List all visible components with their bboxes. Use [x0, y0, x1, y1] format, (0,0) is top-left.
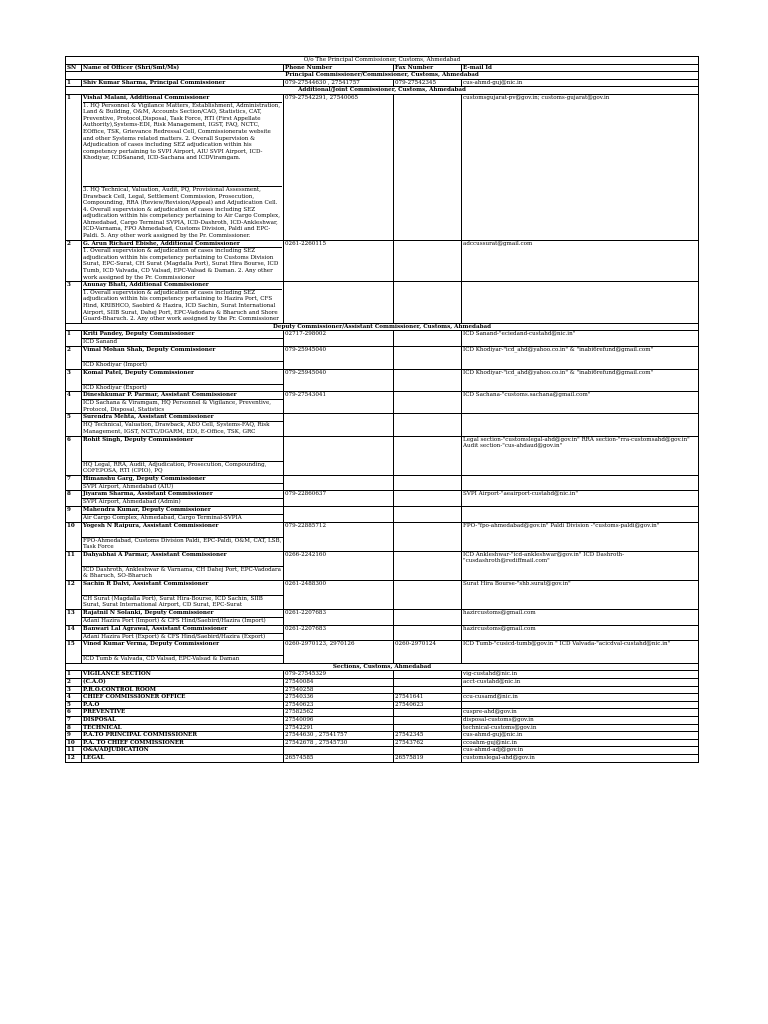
- fax-number: [394, 436, 462, 475]
- phone-number: [284, 506, 394, 522]
- officer-row: [66, 491, 699, 499]
- fax-number: [394, 679, 462, 687]
- phone-number: 079-27543041: [284, 392, 394, 414]
- fax-number: [394, 506, 462, 522]
- officer-name: Vishal Malani, Additional Commissioner: [83, 94, 210, 101]
- officer-row: [66, 240, 699, 282]
- jurisdiction-note: Air Cargo Complex, Ahmedabad, Cargo Terminal-SVPIA: [82, 514, 284, 522]
- fax-number: [394, 475, 462, 491]
- officer-name: Banwari Lal Agrawal, Assistant Commissioner: [82, 625, 284, 633]
- serial-number: 5: [66, 701, 82, 709]
- officer-name: Vimal Mohan Shah, Deputy Commissioner: [82, 346, 284, 361]
- fax-number: [394, 747, 462, 755]
- email-id: [462, 475, 699, 491]
- phone-number: 0261-2207683: [284, 610, 394, 626]
- email-id: ICD Sachana-"customs.sachana@gmail.com": [462, 392, 699, 414]
- phone-number: 27540623: [284, 701, 394, 709]
- officer-name: Kriti Pandey, Deputy Commissioner: [82, 331, 284, 339]
- header-phone: Phone Number: [284, 64, 394, 72]
- email-id: [462, 686, 699, 694]
- email-id: technical-customs@gov.in: [462, 724, 699, 732]
- email-id: Legal section-"customslegal-ahd@gov.in" RRA section-"rra-customsahd@gov.in" Audit section-"cus-ahdaud@gov.in": [462, 436, 699, 475]
- serial-number: 8: [66, 724, 82, 732]
- email-id: vig-custahd@nic.in: [462, 671, 699, 679]
- serial-number: 1: [66, 671, 82, 679]
- phone-number: 26574585: [284, 754, 394, 762]
- officer-row: [66, 625, 699, 633]
- officer-name: Mahendra Kumar, Deputy Commissioner: [82, 506, 284, 514]
- phone-number: 27542291: [284, 724, 394, 732]
- serial-number: 3: [66, 686, 82, 694]
- officer-row: [66, 369, 699, 384]
- fax-number: 27541641: [394, 694, 462, 702]
- email-id: [462, 414, 699, 436]
- jurisdiction-note: HQ Legal, RRA, Audit, Adjudication, Prosecution, Compounding, COFEPOSA, RTI (CPIO), PQ: [82, 461, 284, 475]
- officer-row: [66, 331, 699, 339]
- fax-number: 0260-2970124: [394, 641, 462, 664]
- email-id: ICD Tumb-"cusicd-tumb@gov.in " ICD Valvada-"acicdval-custahd@nic.in": [462, 641, 699, 664]
- unit-row: [66, 709, 699, 717]
- serial-number: 1: [66, 79, 82, 87]
- header-email: E-mail Id: [462, 64, 699, 72]
- officer-name: Surendra Mehta, Assistant Commissioner: [82, 414, 284, 422]
- email-id: adccussurat@gmail.com: [462, 240, 699, 282]
- officer-row: [66, 414, 699, 422]
- email-id: customslegal-ahd@gov.in: [462, 754, 699, 762]
- serial-number: 11: [66, 747, 82, 755]
- jurisdiction-note: Adani Hazira Port (Export) & CFS Hind/Saebird/Hazira (Export): [82, 633, 284, 641]
- unit-name: TECHNICAL: [82, 724, 284, 732]
- unit-row: [66, 686, 699, 694]
- serial-number: 13: [66, 610, 82, 626]
- jurisdiction-note: ICD Tumb & Valvada, CD Valsad, EPC-Valsad & Daman: [82, 656, 284, 664]
- serial-number: 6: [66, 436, 82, 475]
- jurisdiction-note: SVPI Airport, Ahmedabad (AIU): [82, 483, 284, 491]
- unit-row: [66, 747, 699, 755]
- phone-number: 27540084: [284, 679, 394, 687]
- unit-name: LEGAL: [82, 754, 284, 762]
- email-id: ICD Khodiyar-"icd_ahd@yahoo.co.in" & "inabi6refund@gmail.com": [462, 369, 699, 392]
- officer-name-and-duties: [82, 240, 284, 282]
- duties-text: 1. HQ Personnel & Vigilance Matters, Establishment, Administration, Land & Building, O&M, Accounts Section/CAO, Statistics, CAT, Preventive, Protocol,Disposal, Task Force, RTI (First Appellate Authority),Systems-EDI, Risk Management, IGST, FAQ, NCTC, EOffice, TSK, Grievance Redressal Cell, Commissionerate website and other Systems related matters. 2. Overall Supervision & Adjudication of cases including SEZ adjudication within his competency pertaining to SVPI Airport, AIU SVPI Airport, ICD-Khodiyar, ICDSanand, ICD-Sachana and ICDViramgam.: [83, 102, 281, 162]
- email-id: cus-ahmd-guj@nic.in: [462, 732, 699, 740]
- serial-number: 5: [66, 414, 82, 436]
- unit-name: P.A. TO CHIEF COMMISSIONER: [82, 739, 284, 747]
- jurisdiction-note: FPO-Ahmedabad, Customs Division Paldi, EPC-Paldi, O&M, CAT, LSB, Task Force: [82, 537, 284, 551]
- officer-row: [66, 506, 699, 514]
- unit-row: [66, 724, 699, 732]
- officer-row: [66, 392, 699, 400]
- email-id: ccoahm-guj@nic.in: [462, 739, 699, 747]
- officer-name: Jiyaram Sharma, Assistant Commissioner: [82, 491, 284, 499]
- unit-name: DISPOSAL: [82, 717, 284, 725]
- unit-name: O&A/ADJUDICATION: [82, 747, 284, 755]
- header-name: Name of Officer (Shri/Smt/Ms): [82, 64, 284, 72]
- officer-name: Komal Patel, Deputy Commissioner: [82, 369, 284, 384]
- section-heading-row: [66, 87, 699, 95]
- officer-name-and-duties: [82, 94, 284, 240]
- officer-name: Rohit Singh, Deputy Commissioner: [82, 436, 284, 461]
- officer-name: Vinod Kumar Verma, Deputy Commissioner: [82, 641, 284, 656]
- serial-number: 8: [66, 491, 82, 507]
- phone-number: 079-27545329: [284, 671, 394, 679]
- email-id: acct-custahd@nic.in: [462, 679, 699, 687]
- fax-number: 26575819: [394, 754, 462, 762]
- email-id: Surat Hira Bourse-"shb.surat@gov.in": [462, 580, 699, 609]
- fax-number: [394, 625, 462, 641]
- officer-name: Dahyabhai A Parmar, Assistant Commissioner: [82, 551, 284, 566]
- serial-number: 7: [66, 475, 82, 491]
- fax-number: [394, 580, 462, 609]
- serial-number: 11: [66, 551, 82, 580]
- unit-row: [66, 732, 699, 740]
- phone-number: 0260-2970123, 2970126: [284, 641, 394, 664]
- officer-row: [66, 346, 699, 361]
- phone-number: 079-22885712: [284, 522, 394, 551]
- officer-row: [66, 610, 699, 618]
- serial-number: 3: [66, 282, 82, 324]
- jurisdiction-note: CH Surat (Magdalla Port), Surat Hira-Bourse, ICD Sachin, SIIB Surat, Surat International Airport, CD Surat, EPC-Surat: [82, 595, 284, 609]
- section-heading: Additional/Joint Commissioner, Customs, Ahmedabad: [66, 87, 699, 95]
- fax-number: [394, 671, 462, 679]
- jurisdiction-note: SVPI Airport, Ahmedabad (Admin): [82, 499, 284, 507]
- phone-number: 0261-2207683: [284, 625, 394, 641]
- email-id: ccu-cusamd@nic.in: [462, 694, 699, 702]
- unit-name: VIGILANCE SECTION: [82, 671, 284, 679]
- officer-row: [66, 79, 699, 87]
- serial-number: 15: [66, 641, 82, 664]
- section-heading: Principal Commissioner/Commissioner, Customs, Ahmedabad: [66, 72, 699, 80]
- unit-name: PREVENTIVE: [82, 709, 284, 717]
- fax-number: [394, 346, 462, 369]
- fax-number: [394, 551, 462, 580]
- fax-number: [394, 491, 462, 507]
- serial-number: 2: [66, 346, 82, 369]
- officer-name-and-duties: [82, 282, 284, 324]
- directory-table: [65, 56, 699, 763]
- officer-row: [66, 551, 699, 566]
- title-row: [66, 57, 699, 65]
- phone-number: 27540258: [284, 686, 394, 694]
- serial-number: 1: [66, 331, 82, 347]
- email-id: ICD Khodiyar-"icd_ahd@yahoo.co.in" & "inabi6refund@gmail.com": [462, 346, 699, 369]
- email-id: customsgujarat-pv@gov.in; customs-gujarat@gov.in: [462, 94, 699, 240]
- phone-number: [284, 475, 394, 491]
- fax-number: 27540623: [394, 701, 462, 709]
- email-id: [462, 282, 699, 324]
- phone-number: 079-27544630 , 27541757: [284, 79, 394, 87]
- serial-number: 10: [66, 522, 82, 551]
- header-row: [66, 64, 699, 72]
- fax-number: [394, 392, 462, 414]
- phone-number: [284, 282, 394, 324]
- officer-row: [66, 282, 699, 324]
- email-id: cus-ahmd-adj@gov.in: [462, 747, 699, 755]
- jurisdiction-note: ICD Khodiyar (Export): [82, 384, 284, 392]
- section-heading-row: [66, 72, 699, 80]
- duties-text: 1. Overall supervision & adjudication of cases including SEZ adjudication within his competency pertaining to Hazira Port, CFS Hind, KRIBHCO, Saebird & Hazira, ICD Sachin, Surat International Airport, SIIB Surat, Dahej Port, EPC-Vadodara & Bharuch and Shore Guard-Bharuch. 2. Any other work assigned by the Pr. Commissioner: [83, 289, 282, 323]
- officer-name: Rajatnil N Solanki, Deputy Commissioner: [82, 610, 284, 618]
- unit-name: P.R.O.CONTROL ROOM: [82, 686, 284, 694]
- email-id: ICD Ankleshwar-"icd-ankleshwar@gov.in" ICD Dashroth-"cusdashroth@rediffmail.com": [462, 551, 699, 580]
- unit-row: [66, 717, 699, 725]
- officer-row: [66, 522, 699, 537]
- header-sn: SN: [66, 64, 82, 72]
- phone-number: [284, 747, 394, 755]
- fax-number: [394, 610, 462, 626]
- phone-number: [284, 414, 394, 436]
- fax-number: [394, 94, 462, 240]
- jurisdiction-note: ICD Khodiyar (Import): [82, 361, 284, 369]
- unit-name: P.A.TO PRINCIPAL COMMISSIONER: [82, 732, 284, 740]
- phone-number: 27540336: [284, 694, 394, 702]
- fax-number: [394, 282, 462, 324]
- fax-number: [394, 331, 462, 347]
- fax-number: 27543762: [394, 739, 462, 747]
- duties-text: 3. HQ Technical, Valuation, Audit, PQ, Provisional Assessment, Drawback Cell, Legal, Settlement Commission, Prosecution, Compounding, RRA (Review/Revision/Appeal) and Adjudication Cell. 4. Overall supervision & adjudication of cases including SEZ adjudication within his competency pertaining to Air Cargo Complex, Ahmedabad, Cargo Terminal SVPIA, ICD-Dashroth, ICD-Ankleshwar, ICD-Varnama, FPO Ahmedabad, Customs Division, Paldi and EPC- Paldi. 5. Any other work assigned by the Pr. Commissioner.: [83, 186, 280, 240]
- officer-name: Shiv Kumar Sharma, Principal Commissioner: [82, 79, 284, 87]
- phone-number: 0266-2242160: [284, 551, 394, 580]
- phone-number: 02717-298002: [284, 331, 394, 347]
- jurisdiction-note: ICD Sachana & Viramgam, HQ Personnel & Vigilance, Preventive, Protocol, Disposal, Statistics: [82, 400, 284, 414]
- email-id: cuspre-ahd@gov.in: [462, 709, 699, 717]
- serial-number: 1: [66, 94, 82, 240]
- phone-number: 0261-2488300: [284, 580, 394, 609]
- serial-number: 2: [66, 679, 82, 687]
- fax-number: [394, 709, 462, 717]
- serial-number: 10: [66, 739, 82, 747]
- unit-row: [66, 701, 699, 709]
- fax-number: 079-27542345: [394, 79, 462, 87]
- serial-number: 9: [66, 732, 82, 740]
- email-id: SVPI Airport-"aeairport-custahd@nic.in": [462, 491, 699, 507]
- jurisdiction-note: ICD Dashroth, Ankleshwar & Varnama, CH Dahej Port, EPC-Vadodara & Bharuch, SO-Bharuch: [82, 566, 284, 580]
- contact-directory-sheet: [65, 56, 698, 763]
- officer-name: Sachin R Dalvi, Assistant Commissioner: [82, 580, 284, 595]
- email-id: hazircustoms@gmail.com: [462, 610, 699, 626]
- serial-number: 4: [66, 694, 82, 702]
- serial-number: 9: [66, 506, 82, 522]
- serial-number: 14: [66, 625, 82, 641]
- section-heading-row: [66, 323, 699, 331]
- officer-row: [66, 436, 699, 461]
- unit-row: [66, 739, 699, 747]
- officer-row: [66, 475, 699, 483]
- unit-row: [66, 671, 699, 679]
- officer-name: Himanshu Garg, Deputy Commissioner: [82, 475, 284, 483]
- unit-row: [66, 754, 699, 762]
- serial-number: 4: [66, 392, 82, 414]
- jurisdiction-note: ICD Sanand: [82, 339, 284, 347]
- serial-number: 2: [66, 240, 82, 282]
- jurisdiction-note: Adani Hazira Port (Import) & CFS Hind/Saebird/Hazira (Import): [82, 618, 284, 626]
- officer-name: Yogesh N Raipura, Assistant Commissioner: [82, 522, 284, 537]
- fax-number: [394, 240, 462, 282]
- serial-number: 3: [66, 369, 82, 392]
- phone-number: 079-27542291, 27540065: [284, 94, 394, 240]
- serial-number: 12: [66, 754, 82, 762]
- email-id: disposal-customs@gov.in: [462, 717, 699, 725]
- officer-row: [66, 580, 699, 595]
- phone-number: 27582562: [284, 709, 394, 717]
- header-fax: Fax Number: [394, 64, 462, 72]
- officer-row: [66, 94, 699, 240]
- fax-number: [394, 686, 462, 694]
- unit-name: P.A.O: [82, 701, 284, 709]
- serial-number: 6: [66, 709, 82, 717]
- unit-name: CHIEF COMMISSIONER OFFICE: [82, 694, 284, 702]
- serial-number: 12: [66, 580, 82, 609]
- phone-number: [284, 436, 394, 475]
- section-heading: Sections, Customs, Ahmedabad: [66, 663, 699, 671]
- fax-number: 27542345: [394, 732, 462, 740]
- phone-number: 079-25945040: [284, 369, 394, 392]
- section-heading-row: [66, 663, 699, 671]
- duties-text: 1. Overall supervision & adjudication of cases including SEZ adjudication within his competency pertaining to Customs Division Surat, EPC-Surat, CH Surat (Magdalla Port), Surat Hira Bourse, ICD Tumb, ICD Valvada, CD Valsad, EPC-Valsad & Daman. 2. Any other work assigned by the Pr. Commissioner: [83, 247, 282, 281]
- phone-number: 27540096: [284, 717, 394, 725]
- email-id: cus-ahmd-guj@nic.in: [462, 79, 699, 87]
- fax-number: [394, 522, 462, 551]
- phone-number: 079-25945040: [284, 346, 394, 369]
- unit-row: [66, 694, 699, 702]
- section-heading: Deputy Commissioner/Assistant Commissioner, Customs, Ahmedabad: [66, 323, 699, 331]
- fax-number: [394, 414, 462, 436]
- officer-name: G. Arun Richard Ebishe, Additional Commissioner: [83, 240, 240, 247]
- phone-number: 079-22860637: [284, 491, 394, 507]
- officer-name: Dineshkumar P. Parmar, Assistant Commissioner: [82, 392, 284, 400]
- email-id: ICD Sanand-"eciedand-custahd@nic.in": [462, 331, 699, 347]
- fax-number: [394, 369, 462, 392]
- fax-number: [394, 724, 462, 732]
- jurisdiction-note: HQ Technical, Valuation, Drawback, AEO Cell, Systems-FAQ, Risk Management, IGST, NCTC/DGARM, EDI, E-Office, TSK, GRC: [82, 422, 284, 436]
- officer-row: [66, 641, 699, 656]
- officer-name: Anunay Bhati, Additional Commissioner: [83, 282, 209, 289]
- email-id: FPO-"fpo-ahmedabad@gov.in" Paldi Division -"customs-paldi@gov.in": [462, 522, 699, 551]
- page-title: O/o The Principal Commissioner, Customs, Ahmedabad: [66, 57, 699, 65]
- phone-number: 27542678 , 27545730: [284, 739, 394, 747]
- phone-number: 27544630 , 27541757: [284, 732, 394, 740]
- unit-name: (C.A.O): [82, 679, 284, 687]
- email-id: [462, 701, 699, 709]
- unit-row: [66, 679, 699, 687]
- serial-number: 7: [66, 717, 82, 725]
- fax-number: [394, 717, 462, 725]
- phone-number: 0261-2260115: [284, 240, 394, 282]
- email-id: hazircustoms@gmail.com: [462, 625, 699, 641]
- email-id: [462, 506, 699, 522]
